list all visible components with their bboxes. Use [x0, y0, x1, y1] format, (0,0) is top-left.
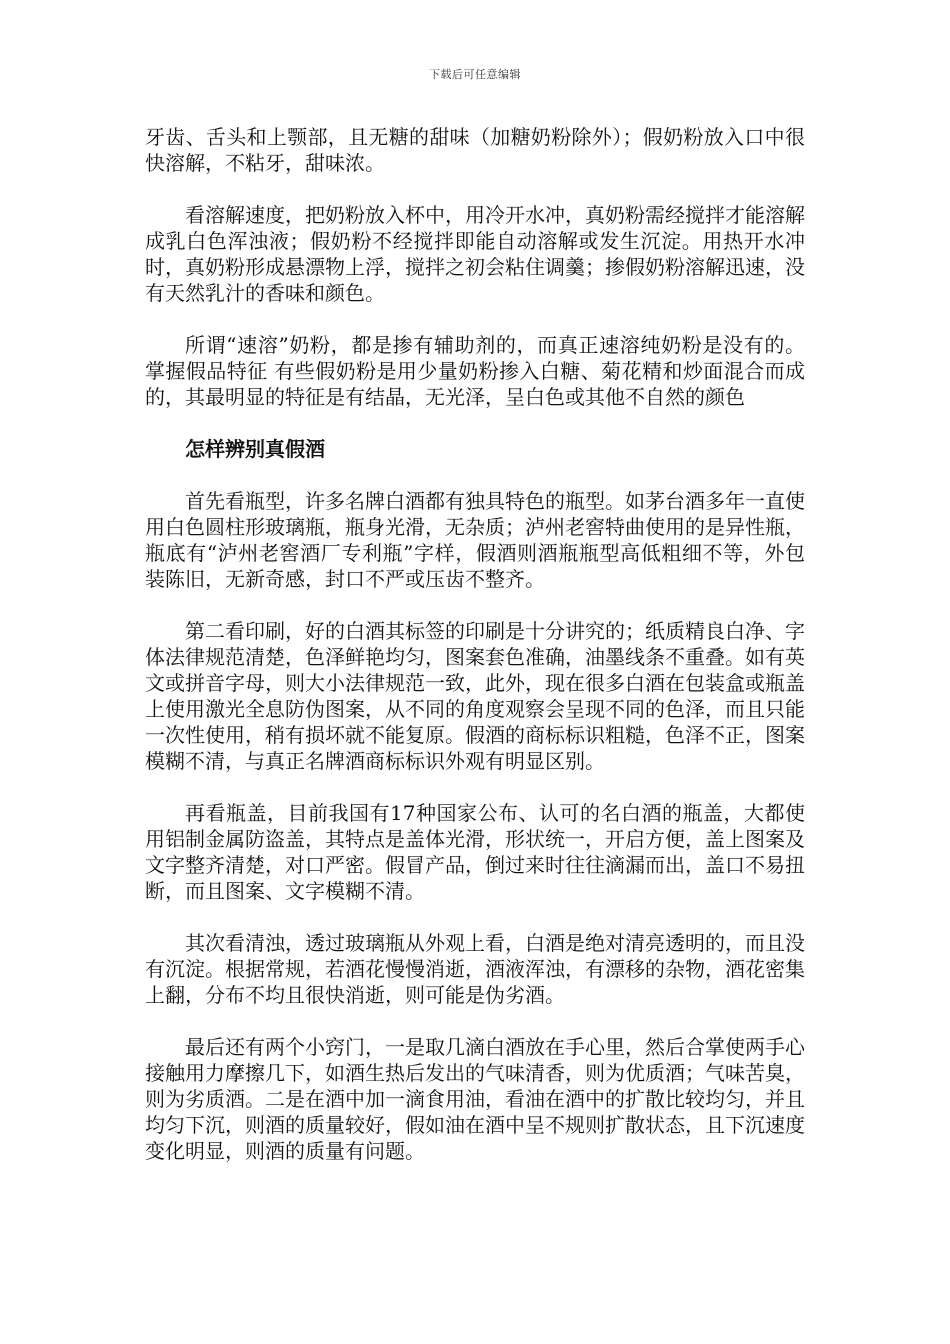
paragraph-bottle-shape: 首先看瓶型，许多名牌白酒都有独具特色的瓶型。如茅台酒多年一直使用白色圆柱形玻璃瓶，瓶身光滑，无杂质；泸州老窖特曲使用的是异性瓶，瓶底有“泸州老窖酒厂专利瓶”字样，假酒则酒瓶瓶型高低粗细不等，外包装陈旧，无新奇感，封口不严或压齿不整齐。	[145, 489, 805, 591]
paragraph-printing: 第二看印刷，好的白酒其标签的印刷是十分讲究的；纸质精良白净、字体法律规范清楚，色泽鲜艳均匀，图案套色准确，油墨线条不重叠。如有英文或拼音字母，则大小法律规范一致，此外，现在很多白酒在包装盒或瓶盖上使用激光全息防伪图案，从不同的角度观察会呈现不同的色泽，而且只能一次性使用，稍有损坏就不能复原。假酒的商标标识粗糙，色泽不正，图案模糊不清，与真正名牌酒商标标识外观有明显区别。	[145, 619, 805, 773]
document-body	[145, 124, 805, 1190]
paragraph-clarity: 其次看清浊，透过玻璃瓶从外观上看，白酒是绝对清亮透明的，而且没有沉淀。根据常规，若酒花慢慢消逝，酒液浑浊，有漂移的杂物，酒花密集上翻，分布不均且很快消逝，则可能是伪劣酒。	[145, 931, 805, 1007]
page-header: 下载后可任意编辑	[429, 68, 521, 81]
paragraph-bottle-cap: 再看瓶盖，目前我国有17种国家公布、认可的名白酒的瓶盖，大都使用铝制金属防盗盖，其特点是盖体光滑，形状统一，开启方便，盖上图案及文字整齐清楚，对口严密。假冒产品，倒过来时往往滴漏而出，盖口不易扭断，而且图案、文字模糊不清。	[145, 801, 805, 903]
paragraph-instant-powder: 所谓“速溶”奶粉，都是掺有辅助剂的，而真正速溶纯奶粉是没有的。掌握假品特征 有些假奶粉是用少量奶粉掺入白糖、菊花精和炒面混合而成的，其最明显的特征是有结晶，无光泽，呈白色或其他不自然的颜色	[145, 333, 805, 409]
paragraph-continued: 牙齿、舌头和上颚部，且无糖的甜味（加糖奶粉除外）；假奶粉放入口中很快溶解，不粘牙，甜味浓。	[145, 125, 805, 175]
paragraph-dissolve-speed: 看溶解速度，把奶粉放入杯中，用冷开水冲，真奶粉需经搅拌才能溶解成乳白色浑浊液；假奶粉不经搅拌即能自动溶解或发生沉淀。用热开水冲时，真奶粉形成悬漂物上浮，搅拌之初会粘住调羹；掺假奶粉溶解迅速，没有天然乳汁的香味和颜色。	[145, 203, 805, 305]
section-heading: 怎样辨别真假酒	[185, 437, 325, 461]
paragraph-tips: 最后还有两个小窍门，一是取几滴白酒放在手心里，然后合掌使两手心接触用力摩擦几下，如酒生热后发出的气味清香，则为优质酒；气味苦臭，则为劣质酒。二是在酒中加一滴食用油，看油在酒中的扩散比较均匀，并且均匀下沉，则酒的质量较好，假如油在酒中呈不规则扩散状态，且下沉速度变化明显，则酒的质量有问题。	[145, 1035, 805, 1163]
